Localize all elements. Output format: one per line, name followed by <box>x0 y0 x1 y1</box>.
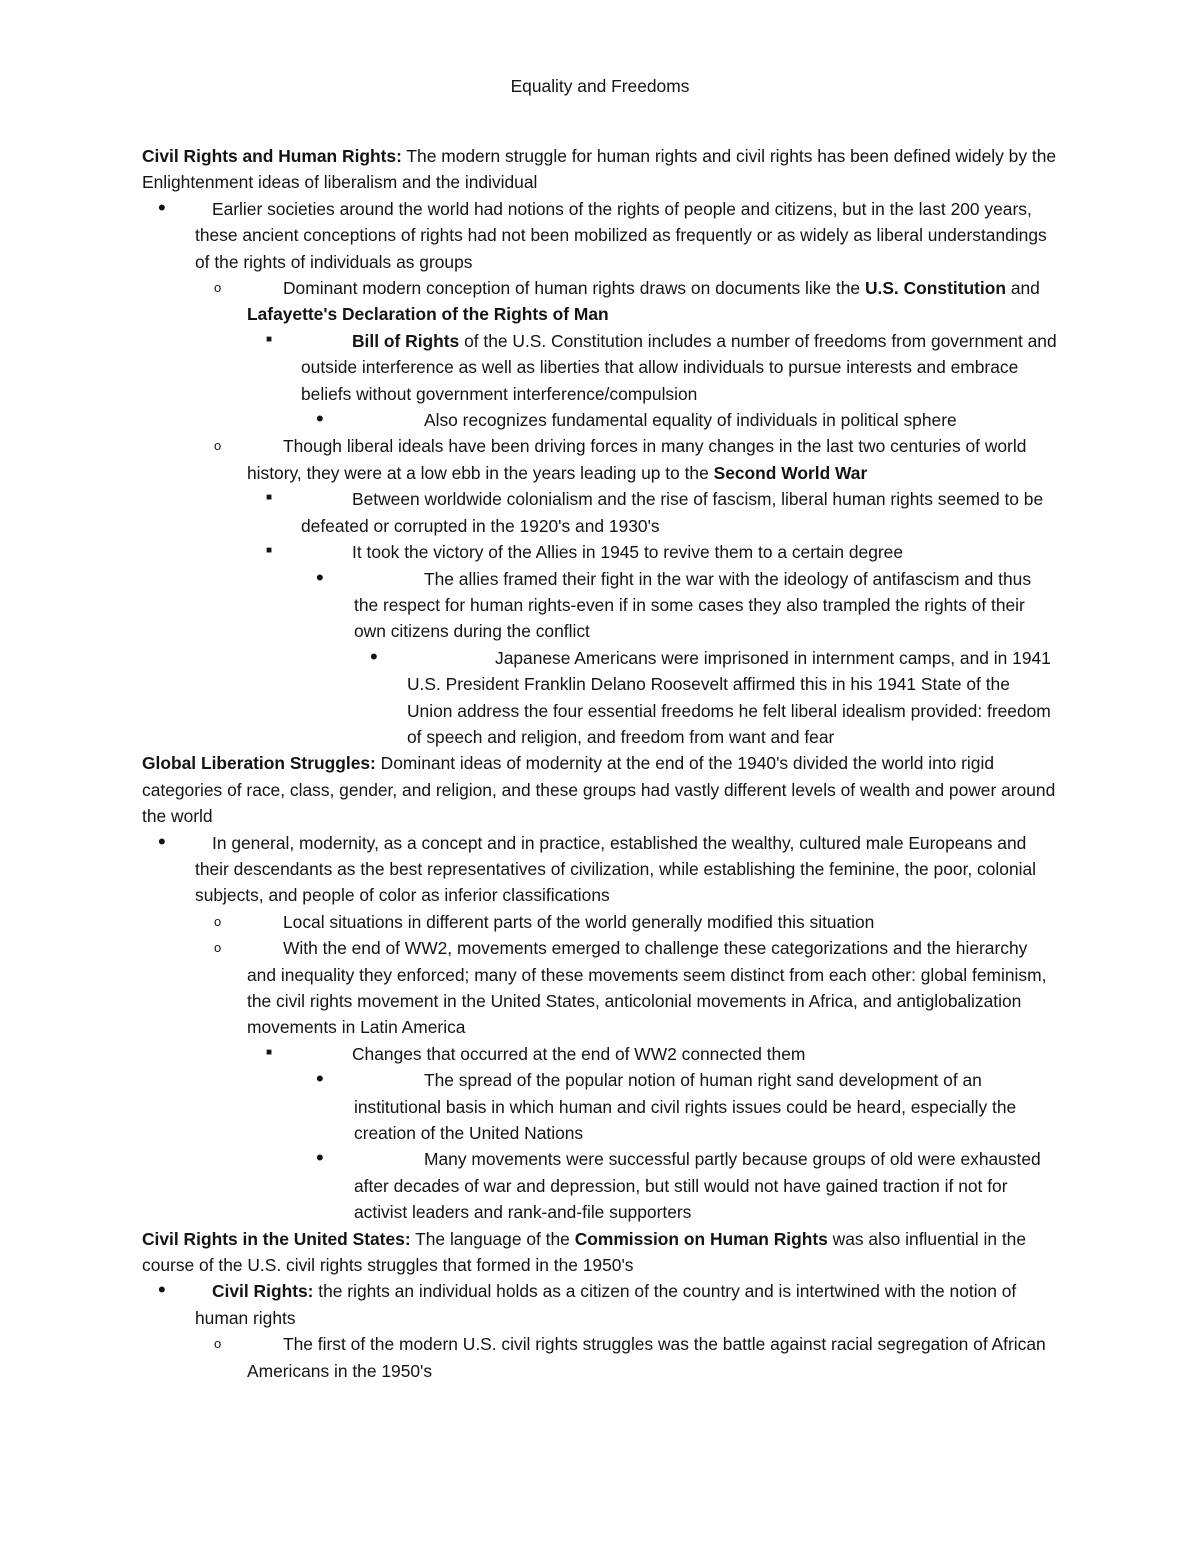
list-item: o Though liberal ideals have been driving forces in many changes in the last two centuries of world history, they were at a low ebb in the years leading up to the Second World War <box>142 433 1060 486</box>
bullet-circle-icon: o <box>214 913 222 929</box>
bullet-dot-icon: • <box>158 828 166 854</box>
list-item: • Also recognizes fundamental equality of individuals in political sphere <box>316 406 957 432</box>
section-civil-human-rights <box>142 143 1060 196</box>
list-item: • The allies framed their fight in the war with the ideology of antifascism and thus the respect for human rights-even if in some cases they also trampled the rights of their own citizens during the conflict <box>316 564 1032 642</box>
bullet-dot-icon: • <box>316 1066 324 1092</box>
bullet-square-icon: ■ <box>266 492 273 504</box>
bullet-dot-icon: • <box>158 1277 166 1303</box>
list-item: • Japanese Americans were imprisoned in internment camps, and in 1941 U.S. President Franklin Delano Roosevelt affirmed this in his 1941 State of the Union address the four essential freedoms he felt liberal idealism provided: freedom of speech and religion, and freedom from want and fear <box>370 643 1051 747</box>
list-item: • Civil Rights: the rights an individual holds as a citizen of the country and is intertwined with the notion of human rights <box>158 1277 1017 1328</box>
section-text: The modern struggle for human rights and civil rights has been defined widely by the Enlightenment ideas of liberalism and the individual <box>142 146 1057 193</box>
section-civil-rights-us: Civil Rights in the United States: The language of the Commission on Human Rights was also influential in the course of the U.S. civil rights struggles that formed in the 1950's <box>142 1228 1027 1276</box>
list-item: o With the end of WW2, movements emerged to challenge these categorizations and the hierarchy and inequality they enforced; many of these movements seem distinct from each other: global feminism, the civil rights movement in the United States, anticolonial movements in Africa, and antiglobalization movements in Latin America <box>142 935 1060 1041</box>
list-item: • The spread of the popular notion of human right sand development of an institutional basis in which human and civil rights issues could be heard, especially the creation of the United Nations <box>316 1066 1017 1144</box>
bullet-dot-icon: • <box>316 564 324 590</box>
list-item: ■ Between worldwide colonialism and the rise of fascism, liberal human rights seemed to be defeated or corrupted in the 1920's and 1930's <box>266 489 1044 536</box>
list-item: ■ Bill of Rights of the U.S. Constitution includes a number of freedoms from government and outside interference as well as liberties that allow individuals to pursue interests and embrace beliefs without government interference/compulsion <box>266 330 1057 404</box>
bullet-circle-icon: o <box>214 438 222 454</box>
list-item: o Local situations in different parts of the world generally modified this situation <box>142 909 1060 935</box>
section-text: Dominant ideas of modernity at the end of the 1940's divided the world into rigid categories of race, class, gender, and religion, and these groups had vastly different levels of wealth and power around the world <box>142 753 1056 827</box>
bullet-circle-icon: o <box>214 1336 222 1352</box>
section-heading: Civil Rights and Human Rights: <box>142 146 402 166</box>
list-item: o The first of the modern U.S. civil rights struggles was the battle against racial segregation of African Americans in the 1950's <box>142 1331 1060 1384</box>
list-item: • Many movements were successful partly because groups of old were exhausted after decades of war and depression, but still would not have gained traction if not for activist leaders and rank-and-file supporters <box>316 1145 1041 1223</box>
list-item: o Dominant modern conception of human rights draws on documents like the U.S. Constitution and Lafayette's Declaration of the Rights of Man <box>142 275 1060 328</box>
bullet-dot-icon: • <box>316 1145 324 1171</box>
document-title: Equality and Freedoms <box>510 76 690 96</box>
list-item: • Earlier societies around the world had notions of the rights of people and citizens, but in the last 200 years, these ancient conceptions of rights had not been mobilized as frequently or as widely as liberal understandings of the rights of individuals as groups <box>158 194 1047 272</box>
list-item: ■ It took the victory of the Allies in 1945 to revive them to a certain degree <box>266 542 904 563</box>
document-body <box>142 143 1060 1384</box>
list-item: • In general, modernity, as a concept and in practice, established the wealthy, cultured male Europeans and their descendants as the best representatives of civilization, while establishing the feminine, the poor, colonial subjects, and people of color as inferior classifications <box>158 828 1037 906</box>
bullet-square-icon: ■ <box>266 545 273 557</box>
bullet-circle-icon: o <box>214 280 222 296</box>
bullet-square-icon: ■ <box>266 1046 273 1058</box>
section-heading: Civil Rights in the United States: <box>142 1228 411 1249</box>
bullet-dot-icon: • <box>158 194 166 220</box>
section-heading: Global Liberation Struggles: <box>142 753 376 774</box>
bullet-circle-icon: o <box>214 940 222 956</box>
list-item: ■ Changes that occurred at the end of WW2 connected them <box>266 1043 806 1064</box>
section-global-liberation <box>142 750 1060 829</box>
bullet-dot-icon: • <box>316 406 324 432</box>
bullet-dot-icon: • <box>370 643 378 669</box>
bullet-square-icon: ■ <box>266 333 273 345</box>
